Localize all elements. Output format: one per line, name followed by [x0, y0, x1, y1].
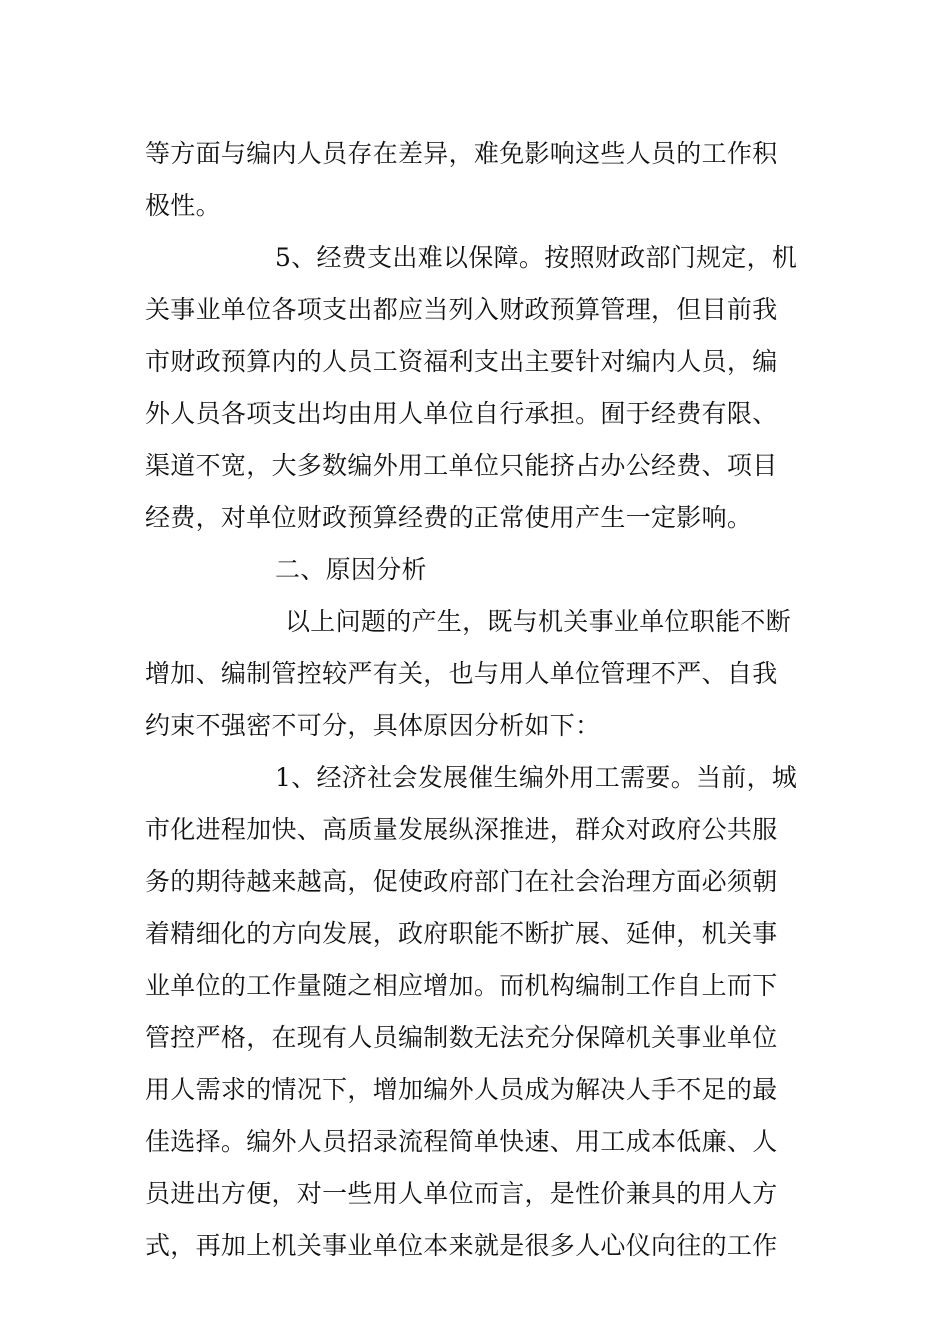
text-line: 外人员各项支出均由用人单位自行承担。囿于经费有限、 [145, 399, 778, 428]
document-body [145, 128, 805, 1272]
text-line: 佳选择。编外人员招录流程简单快速、用工成本低廉、人 [145, 1127, 778, 1156]
paragraph-5-heading: 5、经费支出难以保障。按照财政部门规定，机 [275, 243, 798, 272]
text-line: 渠道不宽，大多数编外用工单位只能挤占办公经费、项目 [145, 451, 778, 480]
text-line: 务的期待越来越高，促使政府部门在社会治理方面必须朝 [145, 867, 778, 896]
text-line: 极性。 [145, 191, 221, 220]
text-line: 增加、编制管控较严有关，也与用人单位管理不严、自我 [145, 659, 778, 688]
text-line: 市化进程加快、高质量发展纵深推进，群众对政府公共服 [145, 815, 778, 844]
text-line: 经费，对单位财政预算经费的正常使用产生一定影响。 [145, 503, 753, 532]
text-line: 关事业单位各项支出都应当列入财政预算管理，但目前我 [145, 295, 778, 324]
text-line: 业单位的工作量随之相应增加。而机构编制工作自上而下 [145, 971, 778, 1000]
text-line: 管控严格，在现有人员编制数无法充分保障机关事业单位 [145, 1023, 778, 1052]
paragraph-1-heading: 1、经济社会发展催生编外用工需要。当前，城 [275, 763, 798, 792]
text-line: 以上问题的产生，既与机关事业单位职能不断 [285, 607, 792, 636]
text-line: 式，再加上机关事业单位本来就是很多人心仪向往的工作 [145, 1231, 778, 1260]
section-heading: 二、原因分析 [275, 555, 427, 584]
text-line: 约束不强密不可分，具体原因分析如下： [145, 711, 601, 740]
text-line: 市财政预算内的人员工资福利支出主要针对编内人员，编 [145, 347, 778, 376]
text-line: 等方面与编内人员存在差异，难免影响这些人员的工作积 [145, 139, 778, 168]
text-line: 员进出方便，对一些用人单位而言，是性价兼具的用人方 [145, 1179, 778, 1208]
text-line: 着精细化的方向发展，政府职能不断扩展、延伸，机关事 [145, 919, 778, 948]
text-line: 用人需求的情况下，增加编外人员成为解决人手不足的最 [145, 1075, 778, 1104]
